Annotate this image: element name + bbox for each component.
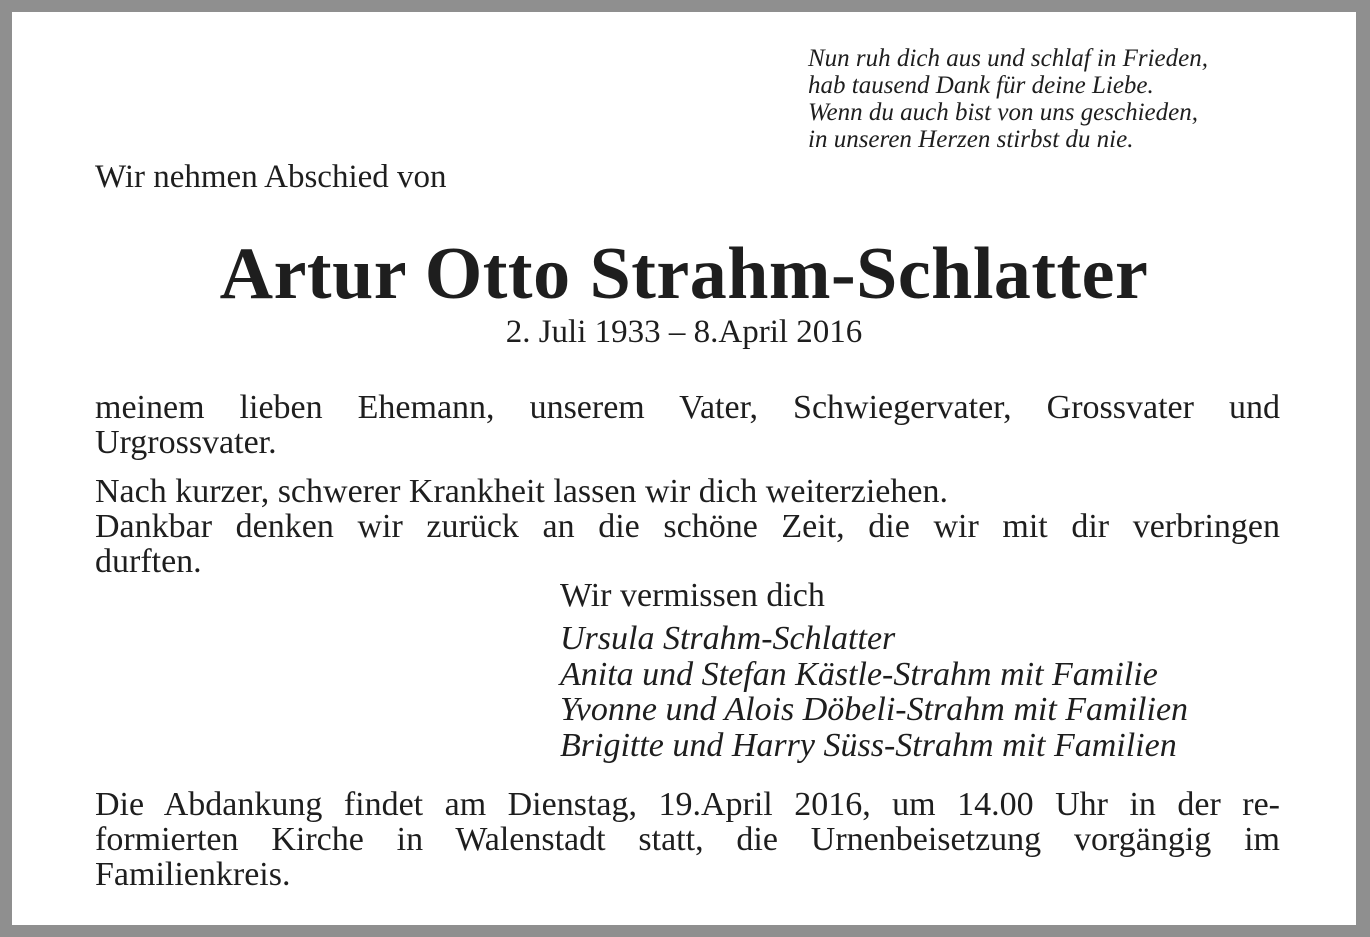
poem-line: Wenn du auch bist von uns geschieden, — [808, 99, 1198, 126]
poem-line: hab tausend Dank für deine Liebe. — [808, 72, 1154, 99]
paragraph-line: Familienkreis. — [95, 856, 291, 893]
paragraph-line: Dankbar denken wir zurück an die schöne Zeit, die wir mit dir verbringen — [95, 508, 1280, 545]
obituary-notice — [12, 12, 1356, 925]
intro-text: Wir nehmen Abschied von — [95, 159, 447, 195]
farewell-paragraph — [95, 474, 1280, 579]
mourners-list — [560, 621, 1188, 763]
paragraph-line: formierten Kirche in Walenstadt statt, die Urnenbeisetzung vorgängig im — [95, 821, 1280, 858]
closing-text: Wir vermissen dich — [560, 577, 825, 614]
mourner-entry: Anita und Stefan Kästle-Strahm mit Familie — [560, 655, 1158, 693]
funeral-details-paragraph — [95, 787, 1280, 892]
mourner-entry: Brigitte und Harry Süss-Strahm mit Familien — [560, 726, 1177, 764]
deceased-name: Artur Otto Strahm-Schlatter — [219, 233, 1149, 315]
paragraph-line: meinem lieben Ehemann, unserem Vater, Schwiegervater, Grossvater und — [95, 389, 1280, 426]
paragraph-line: Die Abdankung findet am Dienstag, 19.April 2016, um 14.00 Uhr in der re- — [95, 786, 1280, 823]
poem-line: in unseren Herzen stirbst du nie. — [808, 126, 1134, 153]
memorial-poem — [808, 45, 1208, 153]
paragraph-line: Nach kurzer, schwerer Krankheit lassen wir dich weiterziehen. — [95, 473, 948, 510]
mourner-entry: Ursula Strahm-Schlatter — [560, 620, 896, 657]
mourner-entry: Yvonne und Alois Döbeli-Strahm mit Familien — [560, 691, 1189, 728]
poem-line: Nun ruh dich aus und schlaf in Frieden, — [808, 45, 1208, 72]
dedication-paragraph — [95, 390, 1280, 460]
paragraph-line: Urgrossvater. — [95, 424, 277, 461]
life-dates: 2. Juli 1933 – 8.April 2016 — [505, 314, 863, 350]
paragraph-line: durften. — [95, 543, 202, 580]
